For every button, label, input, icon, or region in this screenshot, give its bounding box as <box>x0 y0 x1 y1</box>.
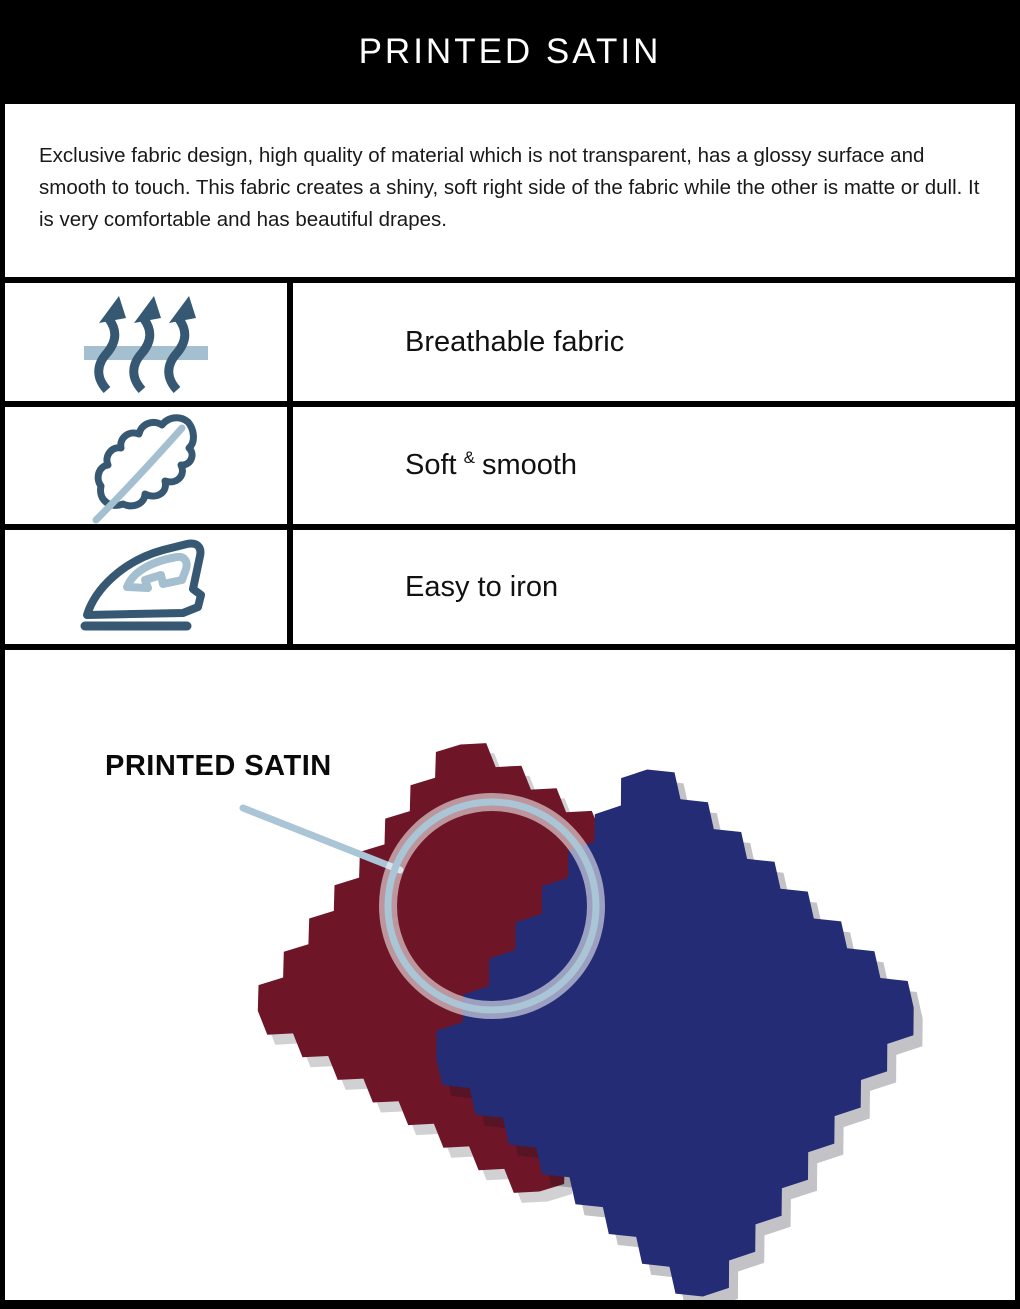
fabric-swatch-scene <box>5 650 1015 1300</box>
feature-row-easy-iron <box>0 530 1020 650</box>
feather-icon-cell <box>5 407 293 524</box>
feature-label-start: Soft <box>405 449 457 481</box>
feature-label: Easy to iron <box>405 570 559 603</box>
header-band <box>0 0 1020 104</box>
page-title: PRINTED SATIN <box>358 32 662 71</box>
description-text: Exclusive fabric design, high quality of material which is not transparent, has a glossy surface and smooth to touch. This fabric creates a shiny, soft right side of the fabric while the other is matte or dull. It is very comfortable and has beautiful drapes. <box>39 144 980 231</box>
feature-label: Breathable fabric <box>405 325 625 358</box>
feature-label-end: smooth <box>481 449 578 481</box>
iron-icon <box>71 533 221 641</box>
feature-label <box>293 407 1015 524</box>
breathable-icon-cell <box>5 283 293 401</box>
description-box <box>0 104 1020 283</box>
ampersand: & <box>463 447 475 467</box>
feature-row-breathable <box>0 283 1020 407</box>
feature-row-soft-smooth <box>0 407 1020 530</box>
breathable-fabric-icon <box>80 290 212 394</box>
pointer-line <box>243 808 400 870</box>
feather-icon <box>84 408 208 524</box>
swatch-label: PRINTED SATIN <box>105 750 332 782</box>
swatch-section <box>0 650 1020 1309</box>
iron-icon-cell <box>5 530 293 644</box>
